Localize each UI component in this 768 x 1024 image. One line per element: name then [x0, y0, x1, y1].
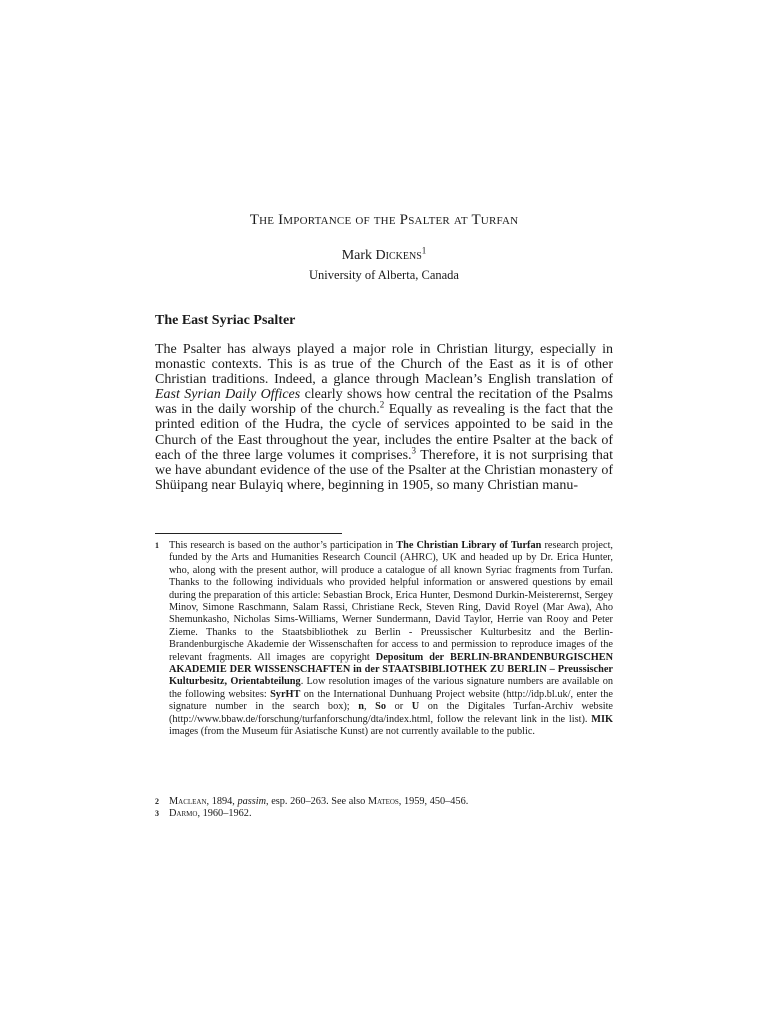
- author-line: [0, 245, 768, 264]
- body-text: clearly shows how central the recitation of the Psalms was in the daily worship of the church.: [155, 387, 613, 418]
- footnote-run: research project, funded by the Arts and Humanities Research Council (AHRC), UK and headed up by Dr. Erica Hunter, who, along with the present author, will produce a catalogue of all known Syriac fragments from Turfan. Thanks to the following individuals who provided helpful information or answered questions by email during the preparation of this article: Sebastian Brock, Erica Hunter, Desmond Durkin-Meisterernst, Sergey Minov, Simone Raschmann, Salam Rassi, Christiane Reck, Steven Ring, David Royel (Mar Awa), Aho Shemunkasho, Nicholas Sims-Williams, Werner Sundermann, David Taylor, Herrie van Rooy and Peter Zieme. Thanks to the Staatsbibliothek zu Berlin - Preussischer Kulturbesitz and the Berlin-Brandenburgische Akademie der Wissenschaften for access to and permission to reproduce images of the relevant fragments. All images are copyright: [169, 540, 614, 663]
- footnote-run: or: [386, 701, 412, 713]
- body-text: Therefore, it is not surprising that we have abundant evidence of the use of the Psalter at the Christian monastery of Shüipang near Bulayiq where, beginning in 1905, so many Christian manu-: [155, 447, 613, 493]
- footnote-ref: 2: [379, 399, 385, 410]
- footnote-run: , esp. 260–263. See also: [266, 796, 368, 807]
- footnote-italic-run: passim: [237, 796, 267, 807]
- footnote-run: on the International Dunhuang Project website (http://idp.bl.uk/, enter the signature number in the search box);: [169, 688, 614, 713]
- article-title: The Importance of the Psalter at Turfan: [249, 212, 519, 228]
- footnote-run: , 1894,: [206, 796, 238, 807]
- book-title: East Syrian Daily Offices: [155, 387, 301, 403]
- footnote-run: This research is based on the author’s participation in: [169, 540, 397, 551]
- footnote-2: [155, 796, 613, 808]
- footnote-run: images (from the Museum für Asiatische Kunst) are not currently available to the public.: [169, 726, 536, 738]
- author-last-name: Dickens: [375, 248, 422, 263]
- footnote-bold-run: MIK: [591, 713, 613, 725]
- footnote-number: 3: [155, 809, 159, 818]
- section-heading: The East Syriac Psalter: [155, 313, 296, 328]
- footnote-bold-run: n: [358, 701, 364, 713]
- cited-author: Darmo: [169, 808, 198, 819]
- footnote-bold-run: U: [411, 701, 420, 713]
- footnote-divider: [155, 533, 342, 534]
- footnote-run: , 1960–1962.: [197, 808, 252, 819]
- footnote-bold-run: SyrHT: [270, 688, 301, 700]
- footnote-bold-run: So: [375, 701, 387, 713]
- body-paragraph: [155, 342, 613, 493]
- footnote-text: [169, 808, 613, 820]
- cited-author: Maclean: [169, 796, 207, 807]
- footnote-ref: 3: [411, 445, 417, 455]
- body-text: The Psalter has always played a major role in Christian liturgy, especially in monastic contexts. This is as true of the Church of the East as it is of other Christian traditions. Indeed, a glance through Maclean’s English translation of: [155, 342, 613, 388]
- footnote-run: , 1959, 450–456.: [398, 796, 469, 807]
- footnote-run: ,: [363, 701, 376, 713]
- footnote-bold-run: The Christian Library of Turfan: [396, 540, 542, 551]
- footnote-3: [155, 808, 613, 820]
- footnote-text: [169, 796, 613, 808]
- footnote-ref: 1: [421, 245, 427, 256]
- footnote-run: . Low resolution images of the various signature numbers are available on the following websites:: [169, 676, 613, 700]
- footnote-number: 1: [155, 541, 159, 550]
- footnote-run: on the Digitales Turfan-Archiv website (http://www.bbaw.de/forschung/turfanforschung/dta/index.html, follow the relevant link in the list).: [169, 701, 614, 725]
- footnote-text: [169, 540, 613, 739]
- footnote-number: 2: [155, 797, 159, 806]
- author-affiliation: University of Alberta, Canada: [309, 268, 459, 282]
- body-text: Equally as revealing is the fact that the printed edition of the Hudra, the cycle of services appointed to be said in the Church of the East throughout the year, includes the entire Psalter at the back of each of the three large volumes it comprises.: [155, 402, 613, 463]
- footnote-1: [155, 540, 613, 739]
- author-first-name: Mark: [341, 248, 376, 263]
- footnote-bold-run: Depositum der BERLIN-BRANDENBURGISCHEN AKADEMIE DER WISSENSCHAFTEN in der STAATSBIBLIOTHEK ZU BERLIN – Preussischer Kulturbesitz, Orientabteilung: [169, 651, 614, 688]
- cited-author: Mateos: [367, 796, 399, 807]
